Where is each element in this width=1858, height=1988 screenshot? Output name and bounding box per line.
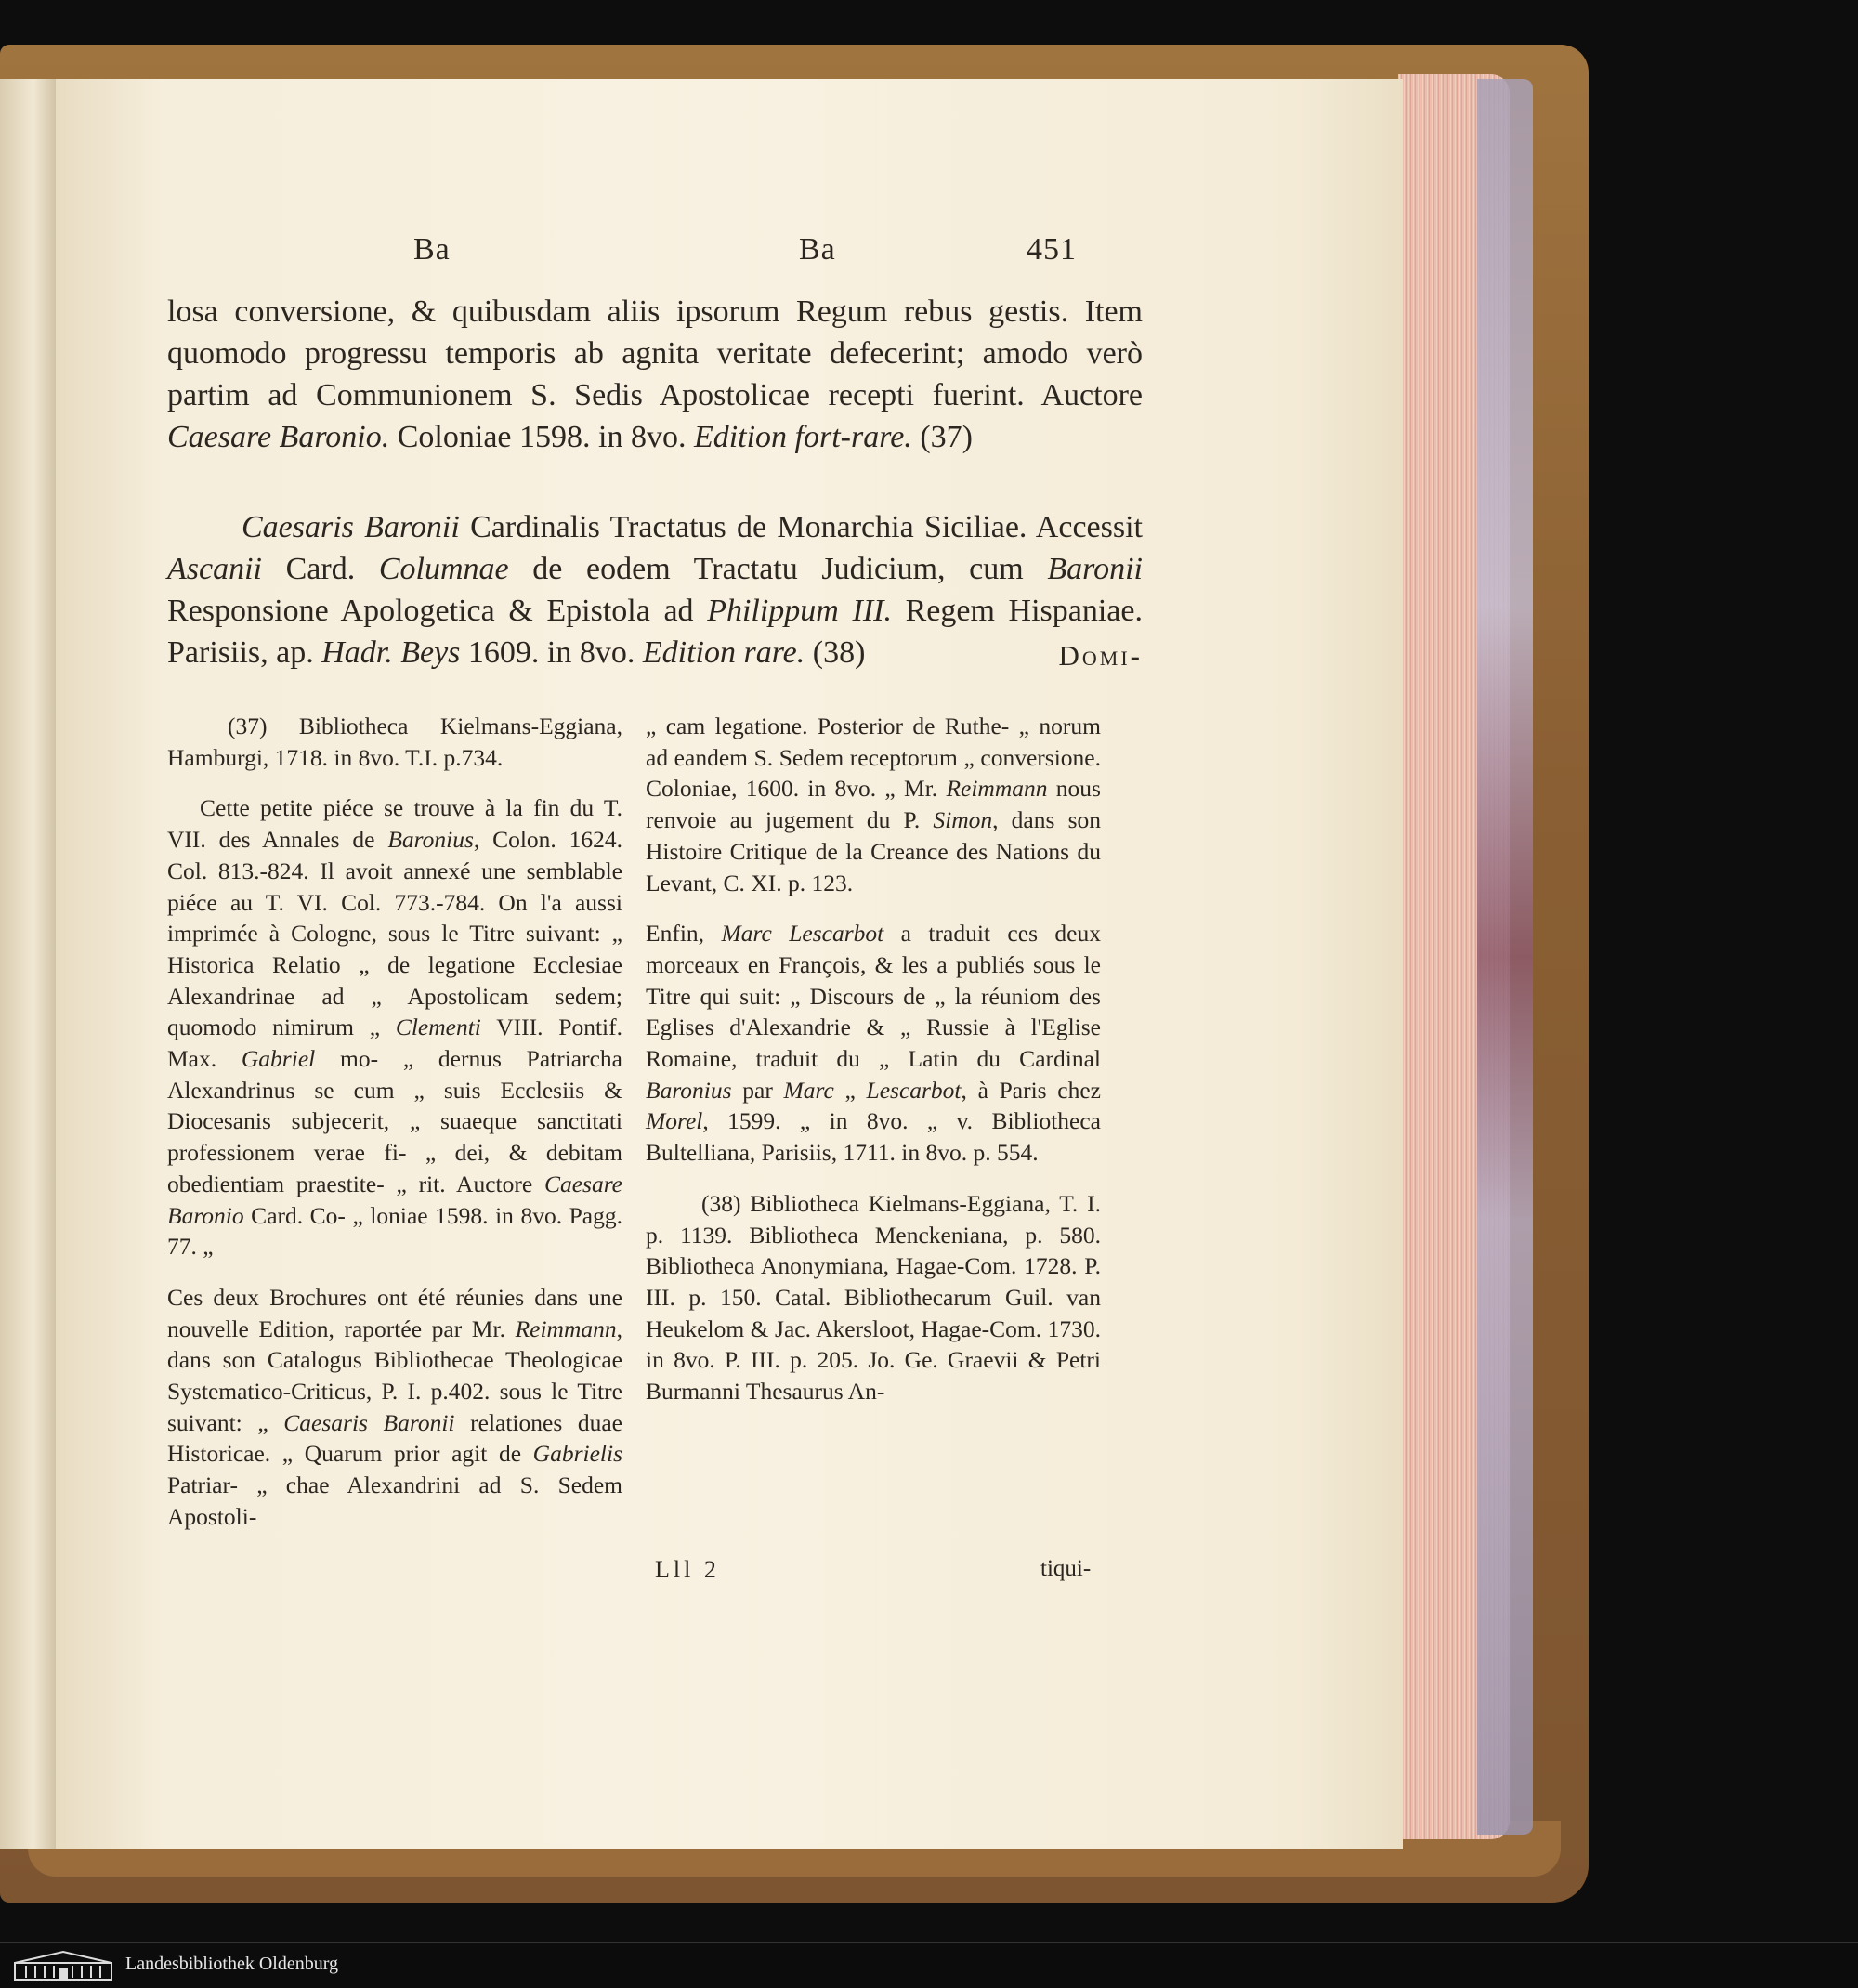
italic-run: Reimmann (515, 1314, 617, 1342)
library-building-icon (13, 1950, 113, 1981)
footnote-column-right (646, 711, 1101, 1407)
page (56, 79, 1403, 1849)
footnote-paragraph: (37) Bibliotheca Kielmans-Eggiana, Hamburgi, 1718. in 8vo. T.I. p.734. (167, 713, 622, 771)
italic-run: Columnae (378, 552, 509, 586)
italic-run: Ascanii (167, 552, 262, 586)
italic-run: Caesaris Baronii (242, 510, 460, 544)
footnote-paragraph: Enfin, Marc Lescarbot a traduit ces deux morceaux en François, & les a publiés sous le Titre qui suit: „ Discours de „ la réuniom des Eglises d'Alexandrie & „ Russie à l'Eglise Romaine, traduit du „ Latin du Cardinal Baronius par Marc „ Lescarbot, à Paris chez Morel, 1599. „ in 8vo. „ v. Bibliotheca Bultelliana, Parisiis, 1711. in 8vo. p. 554. (646, 920, 1101, 1167)
italic-run: Lescarbot (866, 1076, 962, 1104)
italic-run: Edition rare. (642, 635, 805, 670)
catchword: Domi- (1058, 639, 1143, 672)
footnote-paragraph: (38) Bibliotheca Kielmans-Eggiana, T. I. p. 1139. Bibliotheca Menckeniana, p. 580. Bibliotheca Anonymiana, Hagae-Com. 1728. P. III. p. 150. Catal. Bibliothecarum Guil. van Heukelom & Jac. Akersloot, Hagae-Com. 1730. in 8vo. P. III. p. 205. Jo. Ge. Graevii & Petri Burmanni Thesaurus An- (646, 1189, 1101, 1406)
italic-run: Baronii (1047, 552, 1143, 586)
custos-word: tiqui- (1040, 1556, 1092, 1581)
library-name: Landesbibliothek Oldenburg (125, 1954, 339, 1974)
italic-run: Baronius (646, 1076, 732, 1104)
footnote-paragraph: Cette petite piéce se trouve à la fin du T. VII. des Annales de Baronius, Colon. 1624. Col. 813.-824. Il avoit annexé une semblable piéce au T. VI. Col. 773.-784. On l'a aussi imprimée à Cologne, sous le Titre suivant: „ Historica Relatio „ de legatione Ecclesiae Alexandrinae ad „ Apostolicam sedem; quomodo nimirum „ Clementi VIII. Pontif. Max. Gabriel mo- „ dernus Patriarcha Alexandrinus se cum „ suis Ecclesiis & Diocesanis subjecerit, „ suaeque sanctitati professionem verae fi- „ dei, & debitam obedientiam praestite- „ rit. Auctore Caesare Baronio Card. Co- „ loniae 1598. in 8vo. Pagg. 77. „ (167, 794, 622, 1261)
footnote-paragraph: „ cam legatione. Posterior de Ruthe- „ norum ad eandem S. Sedem receptorum „ conversione. Coloniae, 1600. in 8vo. „ Mr. Reimmann nous renvoie au jugement du P. Simon, dans son Histoire Critique de la Creance des Nations du Levant, C. XI. p. 123. (646, 713, 1101, 896)
italic-run: Simon (933, 806, 993, 834)
entry-paragraph-2 (167, 506, 1143, 674)
italic-run: Marc Lescarbot (721, 920, 884, 948)
running-head-left: Ba (413, 232, 451, 267)
italic-run: Edition fort-rare. (693, 420, 912, 454)
marbled-endpaper (1477, 79, 1533, 1835)
italic-run: Hadr. Beys (321, 635, 461, 670)
footnote-paragraph: Ces deux Brochures ont été réunies dans une nouvelle Edition, raportée par Mr. Reimmann, dans son Catalogus Bibliothecae Theologicae Systematico-Criticus, P. I. p.402. sous le Titre suivant: „ Caesaris Baronii relationes duae Historicae. „ Quarum prior agit de Gabrielis Patriar- „ chae Alexandrini ad S. Sedem Apostoli- (167, 1283, 622, 1530)
page-number: 451 (1027, 232, 1077, 267)
signature-mark: Lll 2 (655, 1556, 720, 1583)
italic-run: Marc (783, 1076, 834, 1104)
italic-run: Clementi (395, 1014, 481, 1041)
italic-run: Gabrielis (532, 1440, 622, 1468)
running-head-center: Ba (799, 232, 836, 267)
italic-run: Baronius (387, 826, 474, 854)
footer-bar (0, 1942, 1858, 1988)
italic-run: Caesaris Baronii (283, 1408, 455, 1436)
italic-run: Morel (646, 1107, 703, 1135)
entry-paragraph-1 (167, 291, 1143, 458)
italic-run: Caesare Baronio (167, 1170, 622, 1229)
entry-text: Caesaris Baronii Cardinalis Tractatus de Monarchia Siciliae. Accessit Ascanii Card. Columnae de eodem Tractatu Judicium, cum Baronii Responsione Apologetica & Epistola ad Philippum III. Regem Hispaniae. Parisiis, ap. Hadr. Beys 1609. in 8vo. Edition rare. (38) (167, 510, 1143, 670)
left-page-edge (0, 79, 56, 1849)
entry-text: losa conversione, & quibusdam aliis ipsorum Regum rebus gestis. Item quomodo progressu temporis ab agnita veritate defecerint; amodo verò partim ad Communionem S. Sedis Apostolicae recepti fuerint. Auctore Caesare Baronio. Coloniae 1598. in 8vo. Edition fort-rare. (37) (167, 294, 1143, 454)
italic-run: Philippum III. (707, 594, 892, 628)
italic-run: Reimmann (946, 775, 1048, 803)
italic-run: Gabriel (241, 1045, 316, 1073)
footnote-column-left (167, 711, 622, 1533)
italic-run: Caesare Baronio. (167, 420, 390, 454)
